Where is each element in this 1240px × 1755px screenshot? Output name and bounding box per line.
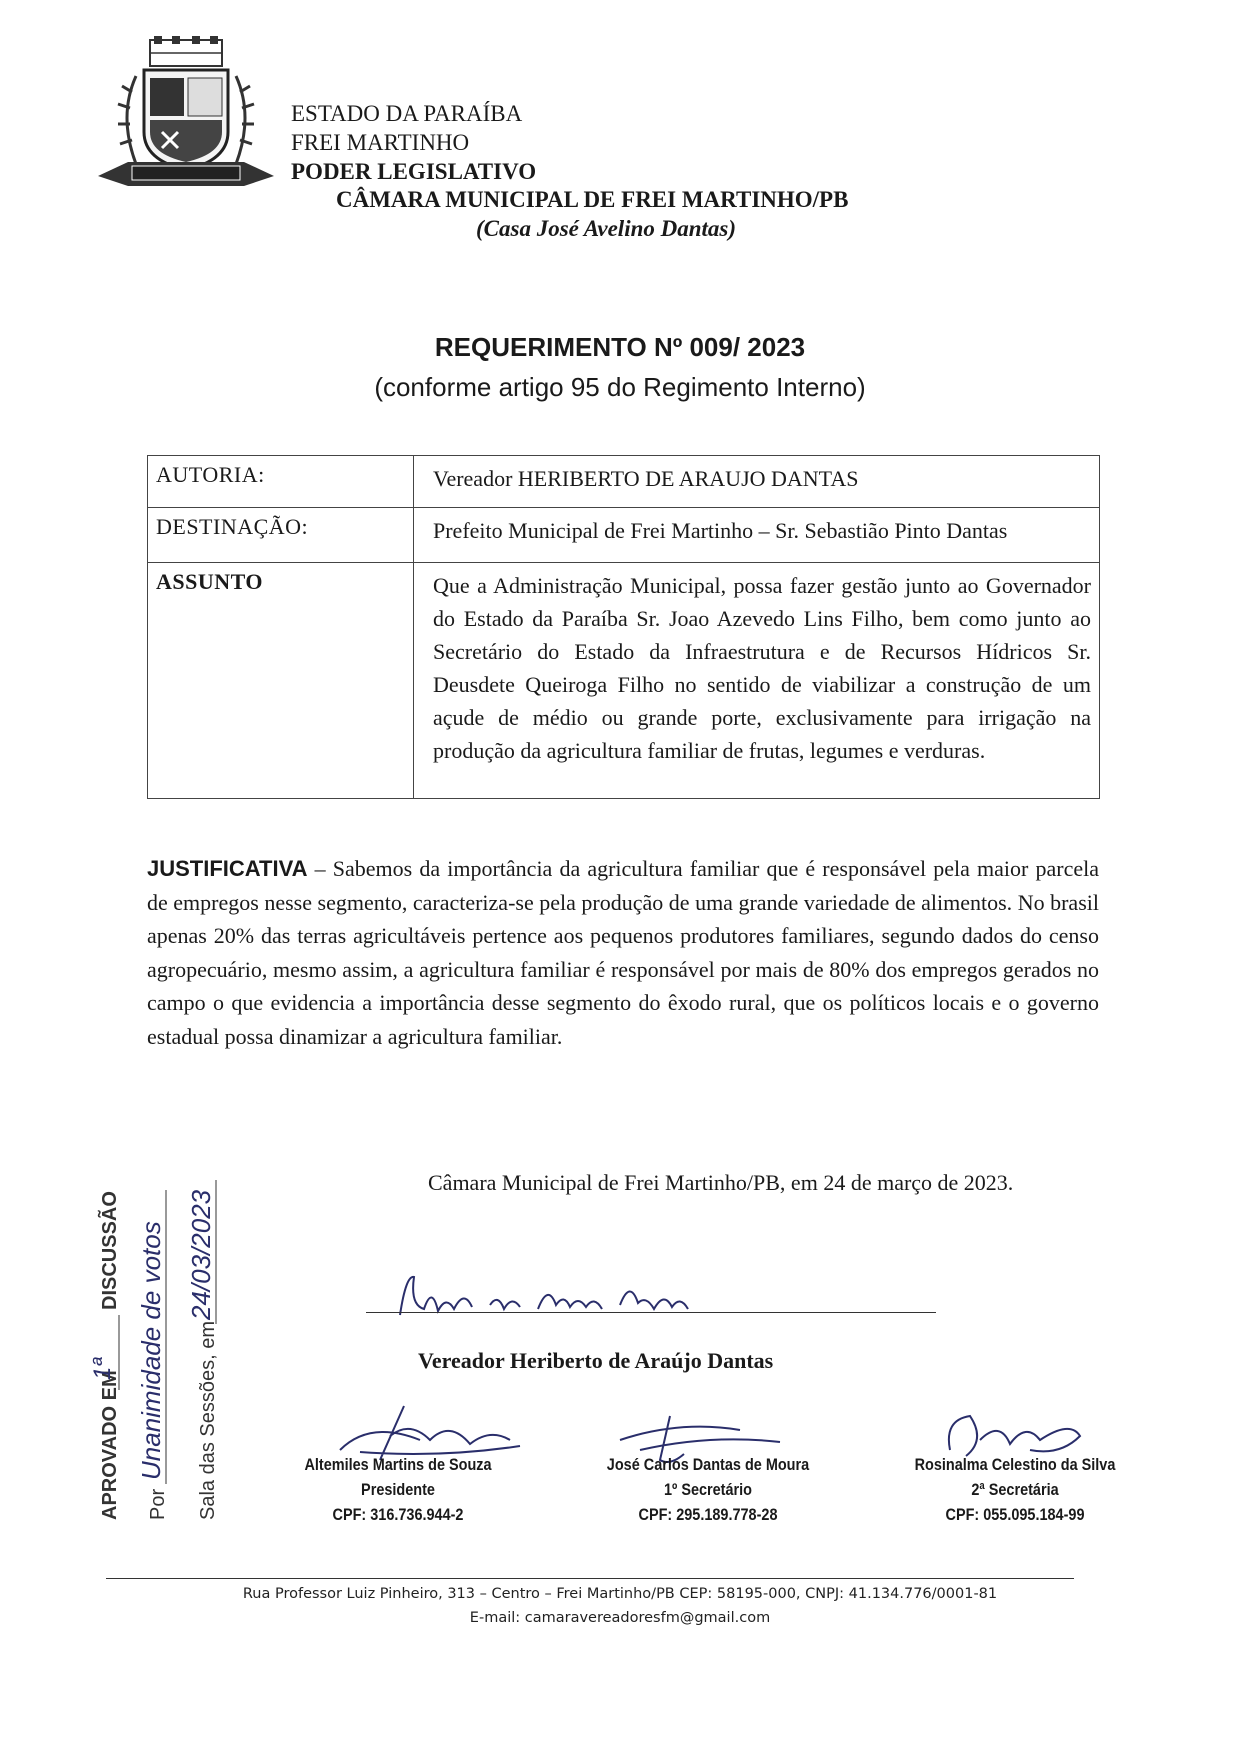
stamp-line3: Sala das Sessões, em [197, 1321, 219, 1520]
table-row-destination [148, 508, 1099, 563]
secretary-role: 2ª Secretária [971, 1480, 1059, 1499]
secretary-role: Presidente [361, 1480, 435, 1499]
footer-address: Rua Professor Luiz Pinheiro, 313 – Centro – Frei Martinho/PB CEP: 58195-000, CNPJ: 41.134.776/0001-81 [242, 1586, 998, 1602]
stamp-line1-fill: 1ª [89, 1357, 116, 1380]
table-value: Vereador HERIBERTO DE ARAUJO DANTAS [433, 466, 859, 491]
justification-keyword: JUSTIFICATIVA [147, 856, 308, 881]
table-label: AUTORIA: [156, 462, 265, 487]
signer-name: Vereador Heriberto de Araújo Dantas [418, 1348, 774, 1373]
justification-paragraph [147, 852, 1099, 1053]
table-label: ASSUNTO [156, 569, 264, 594]
secretary-cpf: CPF: 295.189.778-28 [638, 1505, 778, 1524]
justification-text: – Sabemos da importância da agricultura familiar que é responsável pela maior parcela de empregos nesse segmento, caracteriza-se pela produção de uma grande variedade de alimentos. No brasil apenas 20% das terras agricultáveis pertence aos pequenos produtores familiares, segundo dados do censo agropecuário, mesmo assim, a agricultura familiar é responsável por mais de 80% dos empregos gerados no campo o que evidencia a importância desse segmento do êxodo rural, que os políticos locais e o governo estadual possa dinamizar a agricultura familiar. [147, 856, 1099, 1049]
stamp-line1-end: DISCUSSÃO [99, 1191, 121, 1310]
header-state: ESTADO DA PARAÍBA [291, 101, 523, 126]
stamp-line2-fill: Unanimidade de votos [136, 1221, 166, 1480]
header-house: (Casa José Avelino Dantas) [476, 216, 737, 241]
table-value: Prefeito Municipal de Frei Martinho – Sr. Sebastião Pinto Dantas [433, 518, 1008, 543]
secretary-name: José Carlos Dantas de Moura [606, 1455, 810, 1474]
author-signature [380, 1265, 760, 1325]
header-power: PODER LEGISLATIVO [291, 159, 537, 184]
secretary-block-second [892, 1452, 1139, 1527]
secretary-name: Rosinalma Celestino da Silva [914, 1455, 1116, 1474]
table-value: Que a Administração Municipal, possa fazer gestão junto ao Governador do Estado da Paraíba Sr. Joao Azevedo Lins Filho, bem como junto ao Secretário do Estado da Infraestrutura e de Recursos Hídricos Sr. Deusdete Queiroga Filho no sentido de viabilizar a construção de um açude de médio ou grande porte, exclusivamente para irrigação na produção da agricultura familiar de frutas, legumes e verduras. [433, 573, 1091, 763]
secretary-role: 1º Secretário [663, 1480, 753, 1499]
secretary-cpf: CPF: 055.095.184-99 [945, 1505, 1085, 1524]
secretary-block-first [589, 1452, 827, 1527]
table-row-authorship [148, 456, 1099, 508]
signature-line [366, 1312, 936, 1313]
document-subtitle: (conforme artigo 95 do Regimento Interno) [374, 372, 866, 402]
stamp-line2: Por [147, 1488, 169, 1520]
table-row-subject [148, 563, 1099, 798]
secretary-cpf: CPF: 316.736.944-2 [332, 1505, 464, 1524]
footer-email: E-mail: camaravereadoresfm@gmail.com [469, 1610, 771, 1626]
approval-stamp [82, 1160, 232, 1520]
header-chamber: CÂMARA MUNICIPAL DE FREI MARTINHO/PB [336, 187, 849, 212]
date-line: Câmara Municipal de Frei Martinho/PB, em 24 de março de 2023. [428, 1170, 1014, 1195]
footer-divider [106, 1578, 1074, 1579]
secretary-block-president [279, 1452, 517, 1527]
header-city: FREI MARTINHO [291, 130, 470, 155]
stamp-line3-fill: 24/03/2023 [186, 1189, 216, 1320]
municipal-crest-icon [98, 36, 274, 192]
info-table [147, 455, 1100, 799]
secretary-name: Altemiles Martins de Souza [304, 1455, 492, 1474]
document-title: REQUERIMENTO Nº 009/ 2023 [434, 332, 806, 362]
stamp-line1: APROVADO EM [99, 1370, 121, 1520]
table-label: DESTINAÇÃO: [156, 514, 309, 539]
